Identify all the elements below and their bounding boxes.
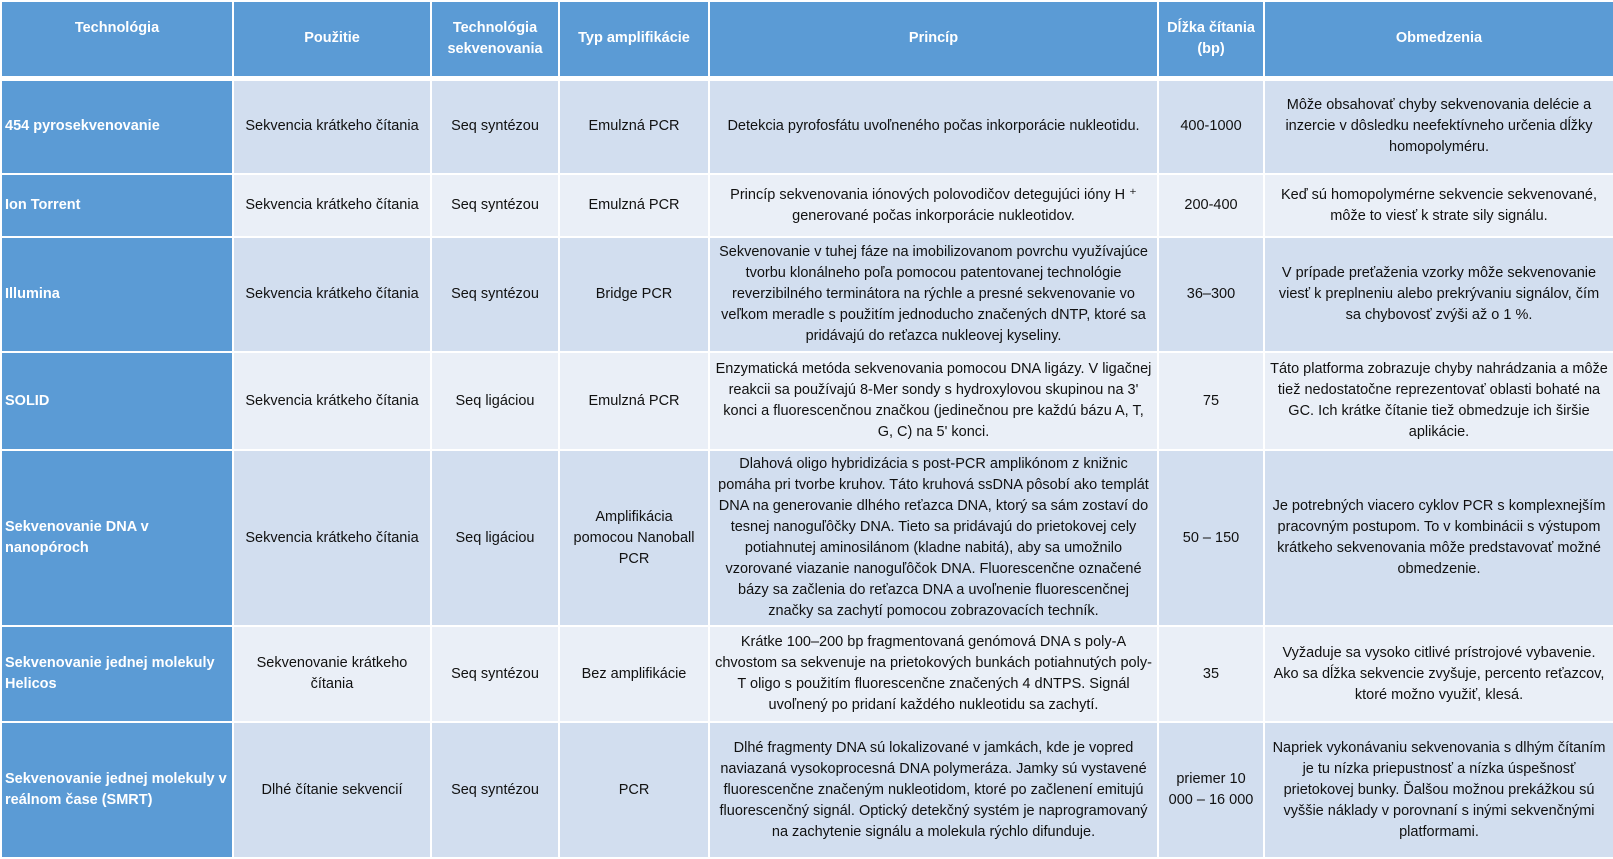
technology-cell: Sekvenovanie jednej molekuly v reálnom čase (SMRT) [1,722,233,858]
header-read-length: Dĺžka čítania (bp) [1158,1,1264,78]
amplification-cell: Amplifikácia pomocou Nanoball PCR [559,450,709,626]
header-seq-technology [431,1,559,78]
table-row [1,450,1613,626]
header-technology: Technológia [1,1,233,78]
limitations-cell: Keď sú homopolymérne sekvencie sekvenované, môže to viesť k strate sily signálu. [1264,174,1613,237]
technology-cell: Sekvenovanie DNA v nanopóroch [1,450,233,626]
table-row [1,352,1613,450]
amplification-cell: Bez amplifikácie [559,626,709,722]
seq-technology-cell: Seq syntézou [431,626,559,722]
header-row [1,1,1613,78]
seq-technology-cell: Seq syntézou [431,78,559,174]
amplification-cell: PCR [559,722,709,858]
read-length-cell: priemer 10 000 – 16 000 [1158,722,1264,858]
header-usage: Použitie [233,1,431,78]
principle-cell: Princíp sekvenovania iónových polovodičov detegujúci ióny H ⁺ generované počas inkorporácie nukleotidov. [709,174,1158,237]
table-row [1,174,1613,237]
table-row [1,237,1613,352]
principle-cell: Dlahová oligo hybridizácia s post-PCR amplikónom z knižnic pomáha pri tvorbe kruhov. Táto kruhová ssDNA pôsobí ako templát DNA na generovanie dlhého reťazca DNA, ktorý sa sám zostaví do tesnej nanoguľôčky DNA. Tieto sa pridávajú do prietokovej cely potiahnutej aminosilánom (kladne nabitá), aby sa umožnilo vzorované viazanie nanoguľôčok DNA. Fluorescenčne označené bázy sa začlenia do reťazca DNA a uvoľnenie fluorescenčnej značky sa zachytí pomocou zobrazovacích techník. [709,450,1158,626]
principle-cell: Detekcia pyrofosfátu uvoľneného počas inkorporácie nukleotidu. [709,78,1158,174]
usage-cell: Sekvenovanie krátkeho čítania [233,626,431,722]
technology-cell: Sekvenovanie jednej molekuly Helicos [1,626,233,722]
principle-cell: Krátke 100–200 bp fragmentovaná genómová DNA s poly-A chvostom sa sekvenuje na prietokových bunkách potiahnutých poly-T oligo s použitím fluorescenčne značených 4 dNTPS. Signál uvoľnený po pridaní každého nukleotidu sa zachytí. [709,626,1158,722]
table-row [1,78,1613,174]
amplification-cell: Emulzná PCR [559,352,709,450]
header-seq-technology-label: Technológia sekvenovania [447,19,543,57]
technology-cell: Illumina [1,237,233,352]
limitations-cell: V prípade preťaženia vzorky môže sekvenovanie viesť k preplneniu alebo prekrývaniu signálov, čím sa chybovosť zvýši až o 1 %. [1264,237,1613,352]
usage-cell: Sekvencia krátkeho čítania [233,450,431,626]
limitations-cell: Napriek vykonávaniu sekvenovania s dlhým čítaním je tu nízka priepustnosť a nízka úspešnosť prietokovej bunky. Ďalšou možnou prekážkou sú vyššie náklady v porovnaní s inými sekvenčnými platformami. [1264,722,1613,858]
amplification-cell: Emulzná PCR [559,78,709,174]
principle-cell: Enzymatická metóda sekvenovania pomocou DNA ligázy. V ligačnej reakcii sa používajú 8-Mer sondy s hydroxylovou skupinou na 3' konci a fluorescenčnou značkou (jedinečnou pre každú bázu A, T, G, C) na 5' konci. [709,352,1158,450]
header-limitations: Obmedzenia [1264,1,1613,78]
limitations-cell: Vyžaduje sa vysoko citlivé prístrojové vybavenie. Ako sa dĺžka sekvencie zvyšuje, percento reťazcov, ktoré možno využiť, klesá. [1264,626,1613,722]
usage-cell: Dlhé čítanie sekvencií [233,722,431,858]
read-length-cell: 36–300 [1158,237,1264,352]
read-length-cell: 400-1000 [1158,78,1264,174]
seq-technology-cell: Seq syntézou [431,174,559,237]
seq-technology-cell: Seq ligáciou [431,450,559,626]
seq-technology-cell: Seq ligáciou [431,352,559,450]
seq-technology-cell: Seq syntézou [431,722,559,858]
usage-cell: Sekvencia krátkeho čítania [233,237,431,352]
header-principle: Princíp [709,1,1158,78]
read-length-cell: 200-400 [1158,174,1264,237]
read-length-cell: 50 – 150 [1158,450,1264,626]
principle-cell: Sekvenovanie v tuhej fáze na imobilizovanom povrchu využívajúce tvorbu klonálneho poľa pomocou patentovanej technológie reverzibilného terminátora na rýchle a presné sekvenovanie vo veľkom meradle s použitím jednoducho značených dNTP, ktoré sa pridávajú do reťazca nukleovej kyseliny. [709,237,1158,352]
table-row [1,626,1613,722]
header-amplification: Typ amplifikácie [559,1,709,78]
table-row [1,722,1613,858]
read-length-cell: 75 [1158,352,1264,450]
seq-technology-cell: Seq syntézou [431,237,559,352]
principle-cell: Dlhé fragmenty DNA sú lokalizované v jamkách, kde je vopred naviazaná vysokoprocesná DNA polymeráza. Jamky sú vystavené fluorescenčne značeným nukleotidom, ktoré po začlenení emitujú fluorescenčný signál. Optický detekčný systém je naprogramovaný na zachytenie signálu a molekula rýchlo difunduje. [709,722,1158,858]
usage-cell: Sekvencia krátkeho čítania [233,174,431,237]
read-length-cell: 35 [1158,626,1264,722]
amplification-cell: Bridge PCR [559,237,709,352]
amplification-cell: Emulzná PCR [559,174,709,237]
technology-cell: Ion Torrent [1,174,233,237]
usage-cell: Sekvencia krátkeho čítania [233,78,431,174]
limitations-cell: Je potrebných viacero cyklov PCR s komplexnejším pracovným postupom. To v kombinácii s výstupom krátkeho sekvenovania môže predstavovať možné obmedzenie. [1264,450,1613,626]
limitations-cell: Môže obsahovať chyby sekvenovania delécie a inzercie v dôsledku neefektívneho určenia dĺžky homopolyméru. [1264,78,1613,174]
limitations-cell: Táto platforma zobrazuje chyby nahrádzania a môže tiež nedostatočne reprezentovať oblasti bohaté na GC. Ich krátke čítanie tiež obmedzuje ich širšie aplikácie. [1264,352,1613,450]
technology-cell: 454 pyrosekvenovanie [1,78,233,174]
technology-cell: SOLID [1,352,233,450]
usage-cell: Sekvencia krátkeho čítania [233,352,431,450]
